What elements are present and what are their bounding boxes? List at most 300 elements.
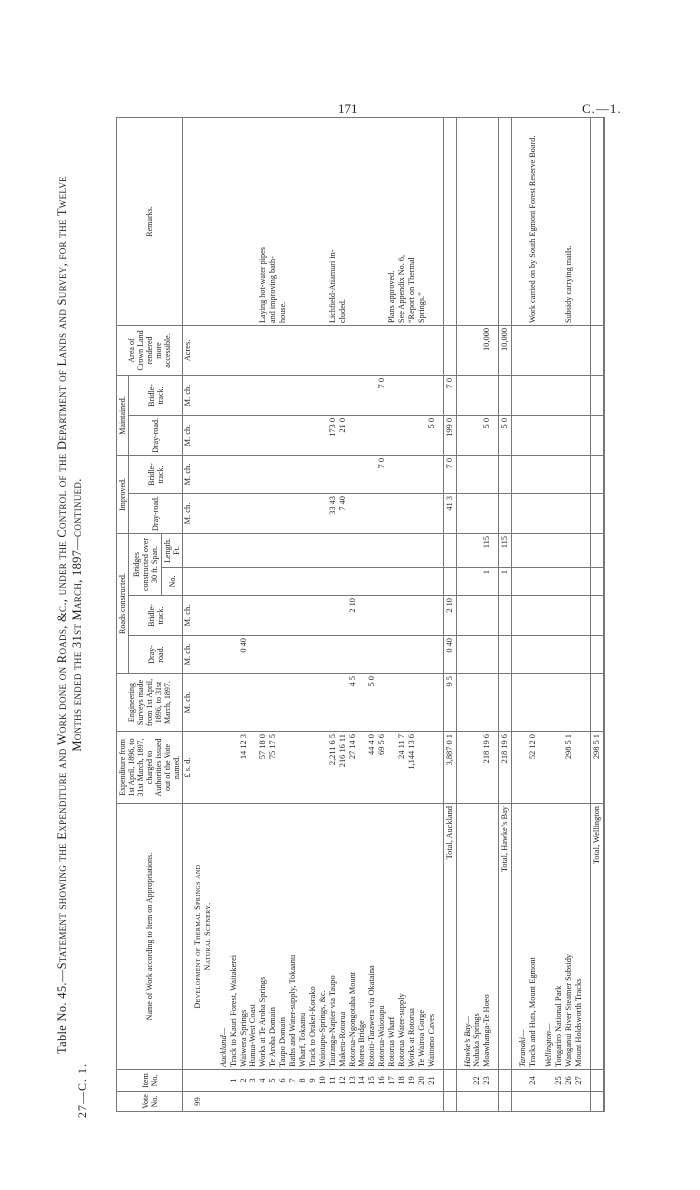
- title-line-1: —Statement showing the Expenditure and Work done on Roads, &c., under the Control of the Department of Lands and Survey, for the Twelve: [55, 176, 69, 983]
- total-area-cell: [590, 325, 603, 375]
- constructed-dray-cell: [554, 636, 564, 674]
- total-row: [443, 117, 456, 1111]
- bridges-length-cell: [298, 534, 308, 568]
- improved-bridle-cell: [298, 455, 308, 493]
- improved-dray-cell: [288, 494, 298, 534]
- improved-dray-cell: [298, 494, 308, 534]
- region-label: Hawke’s Bay—: [463, 804, 473, 1070]
- constructed-dray-cell: [288, 636, 298, 674]
- survey-cell: [377, 674, 387, 732]
- improved-dray-cell: [229, 494, 239, 534]
- item-number: 4: [258, 1070, 268, 1092]
- maintained-bridle-cell: [387, 375, 397, 415]
- maintained-bridle-cell: [357, 375, 367, 415]
- maintained-dray-cell: [407, 415, 417, 455]
- expenditure-cell: [574, 732, 584, 804]
- bridges-length-cell: [397, 534, 407, 568]
- area-cell: [528, 325, 538, 375]
- survey-cell: [564, 674, 574, 732]
- area-cell: [298, 325, 308, 375]
- bridges-no-cell: [387, 568, 397, 596]
- expenditure-cell: 218 19 6: [482, 732, 492, 804]
- total-improved-dray-cell: [499, 494, 512, 534]
- total-maintained-bridle-cell: [590, 375, 603, 415]
- constructed-bridle-cell: [318, 596, 328, 636]
- table-row: [472, 117, 482, 1111]
- constructed-bridle-cell: [258, 596, 268, 636]
- item-number: 8: [298, 1070, 308, 1092]
- unit-mch: M. ch.: [183, 455, 193, 493]
- remarks-cell: [229, 117, 239, 325]
- bridges-no-cell: [348, 568, 358, 596]
- total-constructed-dray-cell: [499, 636, 512, 674]
- bridges-no-cell: [377, 568, 387, 596]
- area-cell: [338, 325, 348, 375]
- constructed-dray-cell: [427, 636, 437, 674]
- bridges-length-cell: [229, 534, 239, 568]
- table-row: [397, 117, 407, 1111]
- constructed-dray-cell: [417, 636, 427, 674]
- maintained-dray-cell: 173 0: [328, 415, 338, 455]
- survey-cell: [472, 674, 482, 732]
- constructed-dray-cell: [328, 636, 338, 674]
- bridges-no-cell: [318, 568, 328, 596]
- constructed-bridle-cell: [268, 596, 278, 636]
- improved-dray-cell: [248, 494, 258, 534]
- constructed-bridle-cell: [298, 596, 308, 636]
- maintained-dray-cell: [417, 415, 427, 455]
- survey-cell: [229, 674, 239, 732]
- expenditure-cell: [417, 732, 427, 804]
- bridges-no-cell: [248, 568, 258, 596]
- improved-dray-header: Dray-road.: [129, 494, 183, 534]
- work-name: Nuhaka Springs: [472, 804, 482, 1070]
- constructed-bridle-cell: [407, 596, 417, 636]
- table-row: [377, 117, 387, 1111]
- work-name: Waitomo Caves: [427, 804, 437, 1070]
- work-name: Morea Bridge: [357, 804, 367, 1070]
- remarks-cell: See Appendix No. 6,: [397, 117, 407, 325]
- bridges-no-cell: [239, 568, 249, 596]
- work-name: Te Wairoa Gorge: [417, 804, 427, 1070]
- bridges-length-cell: [387, 534, 397, 568]
- bridges-no-cell: [528, 568, 538, 596]
- bridges-no-cell: [397, 568, 407, 596]
- expenditure-cell: [278, 732, 288, 804]
- remarks-cell: [357, 117, 367, 325]
- improved-dray-cell: [318, 494, 328, 534]
- work-name: Baths and Water-supply, Tokaanu: [288, 804, 298, 1070]
- table-row: [268, 117, 278, 1111]
- improved-bridle-cell: [397, 455, 407, 493]
- survey-cell: [318, 674, 328, 732]
- unit-mch: M. ch.: [183, 674, 193, 732]
- improved-bridle-cell: 7 0: [377, 455, 387, 493]
- constructed-dray-cell: [308, 636, 318, 674]
- unit-mch: M. ch.: [183, 375, 193, 415]
- work-name: Track to Kauri Forest, Waitakerei: [229, 804, 239, 1070]
- table-body: [183, 117, 605, 1111]
- improved-bridle-cell: [248, 455, 258, 493]
- constructed-bridle-cell: [308, 596, 318, 636]
- table-header: [117, 117, 183, 1111]
- area-cell: [248, 325, 258, 375]
- table-row: [574, 117, 584, 1111]
- improved-header: Improved.: [117, 455, 129, 533]
- bridges-length-cell: [288, 534, 298, 568]
- expenditure-cell: 216 16 11: [338, 732, 348, 804]
- improved-dray-cell: [397, 494, 407, 534]
- constructed-dray-cell: [338, 636, 348, 674]
- improved-bridle-cell: [348, 455, 358, 493]
- region-row: [544, 117, 554, 1111]
- maintained-bridle-cell: [298, 375, 308, 415]
- total-maintained-bridle-cell: [499, 375, 512, 415]
- maintained-dray-cell: [258, 415, 268, 455]
- area-cell: [407, 325, 417, 375]
- constructed-bridle-cell: [387, 596, 397, 636]
- maintained-dray-cell: [574, 415, 584, 455]
- area-cell: [268, 325, 278, 375]
- improved-dray-cell: 33 43: [328, 494, 338, 534]
- area-cell: [387, 325, 397, 375]
- total-bridges-no-cell: [443, 568, 456, 596]
- improved-dray-cell: [367, 494, 377, 534]
- item-number: 7: [288, 1070, 298, 1092]
- expenditure-cell: 69 5 6: [377, 732, 387, 804]
- improved-bridle-cell: [472, 455, 482, 493]
- bridges-length-cell: [268, 534, 278, 568]
- area-cell: [472, 325, 482, 375]
- constructed-bridle-cell: [357, 596, 367, 636]
- total-row: [590, 117, 603, 1111]
- section-heading-1: Development of Thermal Springs and: [193, 804, 203, 1070]
- improved-dray-cell: [387, 494, 397, 534]
- improved-dray-cell: [357, 494, 367, 534]
- bridges-no-cell: [258, 568, 268, 596]
- total-label: Total, Wellington: [590, 804, 603, 1070]
- total-bridges-no-cell: 1: [499, 568, 512, 596]
- total-improved-bridle-cell: 7 0: [443, 455, 456, 493]
- remarks-cell: Subsidy carrying mails.: [564, 117, 574, 325]
- remarks-cell: Work carried on by South Egmont Forest Reserve Board.: [528, 117, 538, 325]
- maintained-bridle-cell: [308, 375, 318, 415]
- bridges-no-cell: [357, 568, 367, 596]
- table-row: [427, 117, 437, 1111]
- remarks-cell: [308, 117, 318, 325]
- area-header: Area of Crown Land rendered more accessible.: [117, 325, 183, 375]
- maintained-bridle-cell: [268, 375, 278, 415]
- expenditure-cell: 52 12 0: [528, 732, 538, 804]
- table-number: Table No. 45.: [55, 982, 69, 1054]
- item-number: 22: [472, 1070, 482, 1092]
- bridges-length-cell: 115: [482, 534, 492, 568]
- remarks-cell: and improving bath-: [268, 117, 278, 325]
- total-remarks-cell: [590, 117, 603, 325]
- region-row: [219, 117, 229, 1111]
- maintained-bridle-cell: [564, 375, 574, 415]
- item-number: 26: [564, 1070, 574, 1092]
- survey-cell: 5 0: [367, 674, 377, 732]
- remarks-cell: Springs.”: [417, 117, 427, 325]
- constructed-dray-cell: [377, 636, 387, 674]
- parliamentary-paper-ref: C.—1.: [582, 101, 622, 116]
- work-name: Taupo Domain: [278, 804, 288, 1070]
- constructed-dray-cell: [472, 636, 482, 674]
- bridges-length-cell: [554, 534, 564, 568]
- improved-bridle-cell: [387, 455, 397, 493]
- maintained-bridle-cell: [574, 375, 584, 415]
- improved-bridle-cell: [288, 455, 298, 493]
- expenditure-cell: [308, 732, 318, 804]
- remarks-cell: Laying hot-water pipes: [258, 117, 268, 325]
- maintained-dray-cell: [318, 415, 328, 455]
- survey-cell: [288, 674, 298, 732]
- constructed-dray-cell: [482, 636, 492, 674]
- expenditure-cell: [387, 732, 397, 804]
- expenditure-cell: [554, 732, 564, 804]
- constructed-dray-cell: [407, 636, 417, 674]
- item-number: 25: [554, 1070, 564, 1092]
- table-row: [328, 117, 338, 1111]
- maintained-bridle-cell: [397, 375, 407, 415]
- area-cell: [318, 325, 328, 375]
- total-improved-bridle-cell: [499, 455, 512, 493]
- survey-cell: [258, 674, 268, 732]
- improved-dray-cell: [427, 494, 437, 534]
- improved-dray-cell: [268, 494, 278, 534]
- work-name: Tracks and Huts, Mount Egmont: [528, 804, 538, 1070]
- maintained-dray-cell: 5 0: [427, 415, 437, 455]
- improved-dray-cell: [239, 494, 249, 534]
- area-cell: [229, 325, 239, 375]
- unit-lsd: £ s. d.: [183, 732, 193, 804]
- improved-dray-cell: [407, 494, 417, 534]
- total-expenditure-cell: 298 5 1: [590, 732, 603, 804]
- item-number: 21: [427, 1070, 437, 1092]
- item-number: 1: [229, 1070, 239, 1092]
- maintained-bridle-cell: [278, 375, 288, 415]
- work-name: Te Aroha Domain: [268, 804, 278, 1070]
- constructed-dray-cell: [348, 636, 358, 674]
- maintained-bridle-cell: [472, 375, 482, 415]
- constructed-dray-cell: [367, 636, 377, 674]
- maintained-dray-cell: [367, 415, 377, 455]
- expenditure-cell: [229, 732, 239, 804]
- item-number: 9: [308, 1070, 318, 1092]
- work-name-header: Name of Work according to Item on Appropriations.: [117, 804, 183, 1070]
- bridges-no-cell: [288, 568, 298, 596]
- table-row: [258, 117, 268, 1111]
- constructed-bridle-cell: [482, 596, 492, 636]
- remarks-cell: [427, 117, 437, 325]
- survey-cell: [278, 674, 288, 732]
- item-number: 13: [348, 1070, 358, 1092]
- area-cell: [278, 325, 288, 375]
- bridges-length-cell: [348, 534, 358, 568]
- title-line-2: Months ended the 31st March, 1897—continued.: [70, 478, 84, 752]
- bridges-length-cell: [574, 534, 584, 568]
- constructed-bridle-cell: [248, 596, 258, 636]
- item-number: 16: [377, 1070, 387, 1092]
- maintained-bridle-cell: [248, 375, 258, 415]
- maintained-dray-cell: [564, 415, 574, 455]
- maintained-dray-cell: [472, 415, 482, 455]
- remarks-cell: Lichfield-Atiamuri in-: [328, 117, 338, 325]
- remarks-cell: cluded.: [338, 117, 348, 325]
- maintained-bridle-cell: 7 0: [377, 375, 387, 415]
- total-area-cell: 10,000: [499, 325, 512, 375]
- constructed-bridle-cell: [239, 596, 249, 636]
- unit-acres: Acres.: [183, 325, 193, 375]
- constructed-bridle-cell: [377, 596, 387, 636]
- maintained-bridle-cell: [427, 375, 437, 415]
- area-cell: 10,000: [482, 325, 492, 375]
- improved-dray-cell: [472, 494, 482, 534]
- expenditure-cell: 57 18 0: [258, 732, 268, 804]
- work-name: Rotoiti-Tarawera via Okataina: [367, 804, 377, 1070]
- bridges-length-cell: [367, 534, 377, 568]
- bridges-no-cell: [564, 568, 574, 596]
- constructed-dray-cell: [268, 636, 278, 674]
- work-name: Rotorua Water-supply: [397, 804, 407, 1070]
- total-survey-cell: [499, 674, 512, 732]
- maintained-header: Maintained.: [117, 375, 129, 455]
- survey-cell: [239, 674, 249, 732]
- maintained-dray-header: Dray-road.: [129, 415, 183, 455]
- improved-bridle-cell: [574, 455, 584, 493]
- maintained-bridle-cell: [528, 375, 538, 415]
- table-row: [387, 117, 397, 1111]
- expenditure-cell: 27 14 6: [348, 732, 358, 804]
- remarks-cell: [298, 117, 308, 325]
- item-number: 20: [417, 1070, 427, 1092]
- bridges-length-cell: [528, 534, 538, 568]
- item-no-header: Item No.: [117, 1070, 183, 1092]
- improved-bridle-cell: [318, 455, 328, 493]
- roads-constructed-header: Roads constructed.: [117, 534, 129, 674]
- item-number: 5: [268, 1070, 278, 1092]
- expenditure-cell: 298 5 1: [564, 732, 574, 804]
- improved-bridle-cell: [338, 455, 348, 493]
- maintained-bridle-cell: [407, 375, 417, 415]
- survey-cell: [308, 674, 318, 732]
- unit-mch: M. ch.: [183, 494, 193, 534]
- work-name: Wanganui River Steamer Subsidy: [564, 804, 574, 1070]
- area-cell: [308, 325, 318, 375]
- vote-no-header: Vote No.: [117, 1092, 183, 1112]
- bridges-no-cell: [229, 568, 239, 596]
- region-row: [518, 117, 528, 1111]
- maintained-dray-cell: 21 0: [338, 415, 348, 455]
- bridges-length-cell: [427, 534, 437, 568]
- item-number: 6: [278, 1070, 288, 1092]
- bridges-no-cell: [427, 568, 437, 596]
- region-row: [463, 117, 473, 1111]
- remarks-cell: [348, 117, 358, 325]
- section-heading-row: [203, 117, 213, 1111]
- area-cell: [367, 325, 377, 375]
- bridges-length-cell: [377, 534, 387, 568]
- vote-number: 99: [193, 1092, 203, 1112]
- total-expenditure-cell: 218 19 6: [499, 732, 512, 804]
- survey-cell: 4 5: [348, 674, 358, 732]
- constructed-dray-cell: 0 40: [239, 636, 249, 674]
- total-label: Total, Hawke’s Bay: [499, 804, 512, 1070]
- bridges-no-cell: [554, 568, 564, 596]
- unit-mch: M. ch.: [183, 636, 193, 674]
- bridges-no-cell: [338, 568, 348, 596]
- remarks-cell: [482, 117, 492, 325]
- improved-dray-cell: [528, 494, 538, 534]
- section-heading-row: [193, 117, 203, 1111]
- survey-cell: [427, 674, 437, 732]
- work-name: Rotorua Wharf: [387, 804, 397, 1070]
- maintained-dray-cell: [288, 415, 298, 455]
- total-bridges-length-cell: [443, 534, 456, 568]
- survey-cell: [482, 674, 492, 732]
- improved-bridle-cell: [328, 455, 338, 493]
- improved-bridle-cell: [528, 455, 538, 493]
- bridges-length-cell: [258, 534, 268, 568]
- total-constructed-dray-cell: 0 40: [443, 636, 456, 674]
- improved-bridle-cell: [268, 455, 278, 493]
- total-maintained-dray-cell: 5 0: [499, 415, 512, 455]
- area-cell: [377, 325, 387, 375]
- maintained-dray-cell: [308, 415, 318, 455]
- bridges-length-cell: [407, 534, 417, 568]
- expenditure-header: Expenditure from 1st April, 1896, to 31st March, 1897, charged to Authorities issued out of the Vote named.: [117, 732, 183, 804]
- table-row: [482, 117, 492, 1111]
- bridges-no-cell: [407, 568, 417, 596]
- table-row: [348, 117, 358, 1111]
- expenditure-cell: [298, 732, 308, 804]
- constructed-dray-cell: [574, 636, 584, 674]
- survey-cell: [357, 674, 367, 732]
- improved-dray-cell: 7 40: [338, 494, 348, 534]
- bridges-no-cell: [328, 568, 338, 596]
- area-cell: [574, 325, 584, 375]
- table-row: [564, 117, 574, 1111]
- table-row: [308, 117, 318, 1111]
- bridges-header: Bridges constructed over 30 ft. Span.: [129, 534, 162, 596]
- constructed-bridle-cell: [397, 596, 407, 636]
- maintained-bridle-cell: [328, 375, 338, 415]
- maintained-dray-cell: 5 0: [482, 415, 492, 455]
- constructed-bridle-cell: [528, 596, 538, 636]
- improved-dray-cell: [417, 494, 427, 534]
- improved-bridle-cell: [482, 455, 492, 493]
- improved-bridle-cell: [407, 455, 417, 493]
- work-name: Works at Te Aroha Springs: [258, 804, 268, 1070]
- area-cell: [288, 325, 298, 375]
- constructed-bridle-cell: [472, 596, 482, 636]
- improved-bridle-cell: [367, 455, 377, 493]
- improved-bridle-cell: [239, 455, 249, 493]
- bridges-length-cell: [248, 534, 258, 568]
- area-cell: [397, 325, 407, 375]
- maintained-dray-cell: [377, 415, 387, 455]
- total-constructed-bridle-cell: 2 10: [443, 596, 456, 636]
- improved-bridle-cell: [564, 455, 574, 493]
- item-number: 2: [239, 1070, 249, 1092]
- improved-bridle-cell: [427, 455, 437, 493]
- expenditure-cell: [288, 732, 298, 804]
- expenditure-cell: 75 17 5: [268, 732, 278, 804]
- maintained-bridle-cell: [367, 375, 377, 415]
- total-constructed-bridle-cell: [499, 596, 512, 636]
- bridges-no-cell: [298, 568, 308, 596]
